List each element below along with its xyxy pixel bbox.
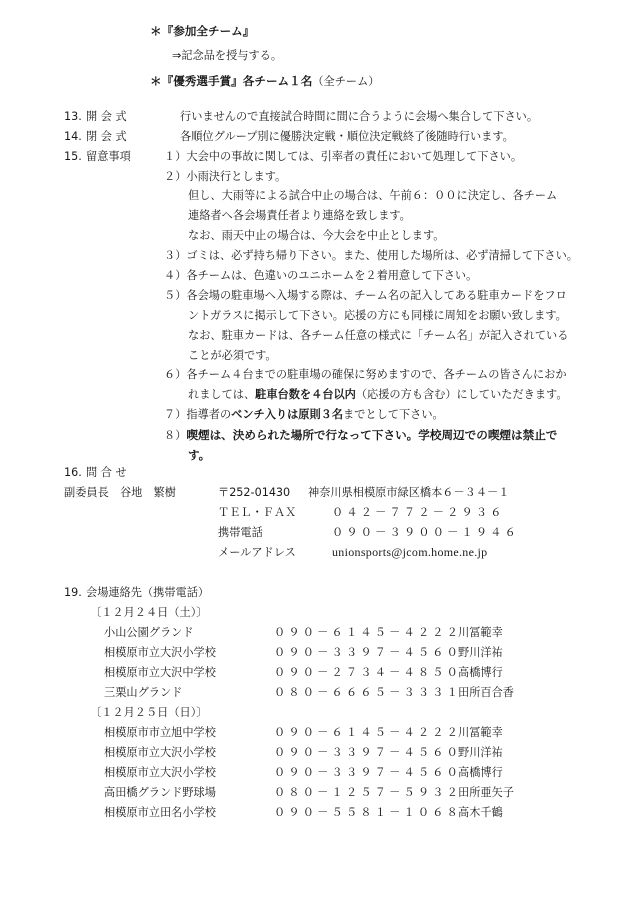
note-6-line-2 [188, 388, 568, 402]
note-7-post: までとして下さい。 [343, 408, 444, 421]
venue-contact-person: 野川洋祐 [458, 746, 503, 759]
item-notes-label: 留意事項 [86, 150, 131, 163]
contact-mobile-label: 携帯電話 [218, 526, 263, 539]
note-8 [164, 428, 557, 443]
note-2-line-4: なお、雨天中止の場合は、今大会を中止とします。 [188, 229, 445, 242]
venue-contact-person: 田所亜矢子 [458, 786, 514, 799]
venue-name: 相模原市立大沢小学校 [104, 766, 216, 779]
item-opening-text: 行いませんので直接試合時間に間に合うように会場へ集合して下さい。 [180, 110, 539, 123]
note-5: ５）各会場の駐車場へ入場する際は、チーム名の記入してある駐車カードをフロ [164, 289, 567, 302]
note-6-line-2-post: （応援の方も含む）にしていただきます。 [355, 388, 568, 401]
contact-tel-value: ０４２－７７２－２９３６ [332, 506, 505, 519]
award-all-teams-body: ⇒記念品を授与する。 [172, 49, 283, 62]
note-2-line-3: 連絡者へ各会場責任者より連絡を致します。 [188, 209, 411, 222]
note-7 [164, 408, 444, 422]
note-3: ３）ゴミは、必ず持ち帰り下さい。また、使用した場所は、必ず清掃して下さい。 [164, 249, 578, 262]
contact-postal-code: 〒252-01430 [218, 486, 291, 499]
item-closing-number: 14. [64, 130, 82, 143]
note-6: ６）各チーム４台までの駐車場の確保に努めますので、各チームの皆さんにおか [164, 368, 567, 381]
note-8-number: ８） [164, 429, 187, 442]
venues-title: 会場連絡先（携帯電話） [86, 586, 210, 599]
venue-name: 高田橋グランド野球場 [104, 786, 216, 799]
note-8-line-1: 喫煙は、決められた場所で行なって下さい。学校周辺での喫煙は禁止で [186, 428, 558, 442]
venue-contact-person: 高橋博行 [458, 666, 503, 679]
venue-phone: ０９０－３３９７－４５６０ [274, 646, 462, 659]
item-opening-number: 13. [64, 110, 82, 123]
note-5-line-3: なお、駐車カードは、各チーム任意の様式に「チーム名」が記入されている [188, 329, 569, 342]
note-1: １）大会中の事故に関しては、引率者の責任において処理して下さい。 [164, 150, 523, 163]
contact-person: 副委員長 谷地 繁樹 [64, 486, 176, 499]
note-4: ４）各チームは、色違いのユニホームを２着用意して下さい。 [164, 269, 478, 282]
venue-contact-person: 高橋博行 [458, 766, 503, 779]
venue-name: 小山公園グランド [104, 626, 194, 639]
item-closing-text: 各順位グループ別に優勝決定戦・順位決定戦終了後随時行います。 [180, 130, 514, 143]
venue-name: 相模原市立大沢小学校 [104, 746, 216, 759]
award-mvp-note: （全チーム） [312, 75, 380, 88]
venue-name: 相模原市市立旭中学校 [104, 726, 216, 739]
venue-contact-person: 野川洋祐 [458, 646, 503, 659]
item-notes-number: 15. [64, 150, 82, 163]
award-all-teams-heading: ＊『参加全チーム』 [150, 24, 255, 38]
venue-phone: ０９０－６１４５－４２２２ [274, 626, 462, 639]
venues-day-1-label: 〔１２月２４日（土）〕 [90, 606, 208, 619]
venue-phone: ０９０－２７３４－４８５０ [274, 666, 462, 679]
venue-name: 相模原市立大沢中学校 [104, 666, 216, 679]
note-6-line-2-pre: れましては、 [188, 388, 256, 401]
note-7-bold: ベンチ入りは原則３名 [231, 408, 344, 421]
item-opening-label: 開 会 式 [86, 110, 127, 123]
venue-phone: ０９０－３３９７－４５６０ [274, 766, 462, 779]
contact-mobile-value: ０９０－３９００－１９４６ [332, 526, 520, 539]
note-2: ２）小雨決行とします。 [164, 170, 287, 183]
venue-phone: ０９０－６１４５－４２２２ [274, 726, 462, 739]
note-2-line-2: 但し、大雨等による試合中止の場合は、午前６：００に決定し、各チーム [188, 189, 558, 202]
contact-tel-label: ＴＥＬ・ＦＡＸ [218, 506, 297, 519]
venue-phone: ０９０－３３９７－４５６０ [274, 746, 462, 759]
contact-mail-value[interactable]: unionsports@jcom.home.ne.jp [332, 545, 488, 559]
note-5-line-2: ントガラスに掲示して下さい。応援の方にも同様に周知をお願い致します。 [188, 309, 567, 322]
note-8-line-2: す。 [188, 448, 211, 462]
venue-contact-person: 川冨範幸 [458, 726, 503, 739]
venues-number: 19. [64, 586, 82, 599]
note-5-line-4: ことが必須です。 [188, 349, 277, 362]
venue-name: 相模原市立大沢小学校 [104, 646, 216, 659]
venue-phone: ０８０－６６６５－３３３１ [274, 686, 462, 699]
award-mvp-heading: ＊『優秀選手賞』各チーム１名 [150, 74, 313, 88]
contact-mail-label: メールアドレス [218, 546, 296, 559]
venue-name: 相模原市立田名小学校 [104, 806, 216, 819]
contact-label: 問 合 せ [86, 466, 127, 479]
venue-phone: ０８０－１２５７－５９３２ [274, 786, 462, 799]
venue-contact-person: 高木千鶴 [458, 806, 503, 819]
venue-name: 三栗山グランド [104, 686, 183, 699]
contact-number: 16. [64, 466, 82, 479]
venues-day-2-label: 〔１２月２５日（日）〕 [90, 706, 208, 719]
contact-address: 神奈川県相模原市緑区橋本６－３４－１ [308, 486, 510, 499]
venue-phone: ０９０－５５８１－１０６８ [274, 806, 462, 819]
award-mvp [150, 74, 379, 89]
note-7-pre: ７）指導者の [164, 408, 232, 421]
venue-contact-person: 田所百合香 [458, 686, 514, 699]
item-closing-label: 閉 会 式 [86, 130, 127, 143]
venue-contact-person: 川冨範幸 [458, 626, 503, 639]
note-6-line-2-bold: 駐車台数を４台以内 [255, 388, 356, 401]
